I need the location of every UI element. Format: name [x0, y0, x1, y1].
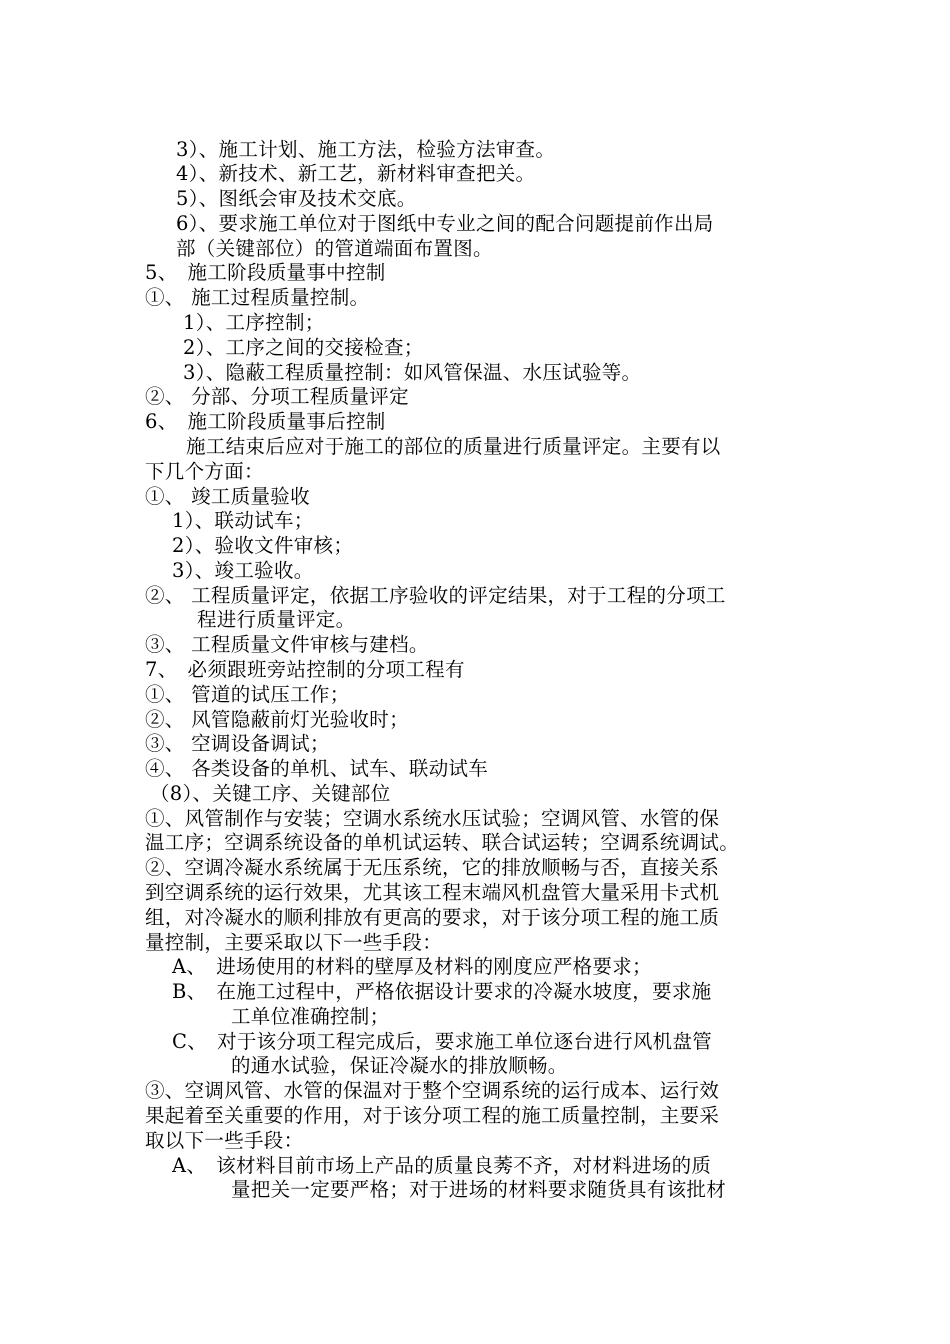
text-line: B、 在施工过程中，严格依据设计要求的冷凝水坡度，要求施 [172, 980, 712, 1003]
text-line: 5）、图纸会审及技术交底。 [176, 187, 417, 210]
text-line: 6）、要求施工单位对于图纸中专业之间的配合问题提前作出局 [176, 212, 714, 235]
text-line: 1）、联动试车； [172, 509, 314, 532]
text-line: 果起着至关重要的作用，对于该分项工程的施工质量控制，主要采 [145, 1104, 720, 1127]
text-line: C、 对于该分项工程完成后，要求施工单位逐台进行风机盘管 [172, 1030, 713, 1053]
text-line: 4）、新技术、新工艺，新材料审查把关。 [176, 162, 536, 185]
text-line: 3）、施工计划、施工方法，检验方法审查。 [176, 138, 556, 161]
text-line: 部（关键部位）的管道端面布置图。 [176, 237, 493, 260]
text-line: 温工序；空调系统设备的单机试运转、联合试运转；空调系统调试。 [145, 831, 740, 854]
text-line: 2）、工序之间的交接检查； [183, 336, 424, 359]
text-line: ①、 施工过程质量控制。 [145, 286, 370, 309]
text-line: ③、 工程质量文件审核与建档。 [145, 633, 429, 656]
text-line: 3）、竣工验收。 [172, 559, 314, 582]
section-heading: 5、 施工阶段质量事中控制 [145, 261, 386, 284]
text-line: 程进行质量评定。 [197, 608, 356, 631]
section-heading: 6、 施工阶段质量事后控制 [145, 410, 386, 433]
text-line: 工单位准确控制； [231, 1005, 390, 1028]
text-line: 的通水试验，保证冷凝水的排放顺畅。 [231, 1054, 568, 1077]
text-line: A、 该材料目前市场上产品的质量良莠不齐，对材料进场的质 [172, 1154, 712, 1177]
text-line: ④、 各类设备的单机、试车、联动试车 [145, 757, 489, 780]
text-line: 量控制，主要采取以下一些手段： [145, 931, 443, 954]
section-heading: 7、 必须跟班旁站控制的分项工程有 [145, 658, 465, 681]
text-line: 1）、工序控制； [183, 311, 325, 334]
text-line: ③、空调风管、水管的保温对于整个空调系统的运行成本、运行效 [145, 1079, 720, 1102]
text-line: 取以下一些手段： [145, 1129, 304, 1152]
text-line: 2）、验收文件审核； [172, 534, 354, 557]
text-line: ②、 分部、分项工程质量评定 [145, 385, 409, 408]
text-line: ①、 管道的试压工作； [145, 683, 350, 706]
text-line: 量把关一定要严格；对于进场的材料要求随货具有该批材 [231, 1178, 727, 1201]
text-line: 下几个方面： [145, 460, 264, 483]
text-line: 3）、隐蔽工程质量控制：如风管保温、水压试验等。 [183, 361, 642, 384]
text-line: 到空调系统的运行效果，尤其该工程末端风机盘管大量采用卡式机 [145, 881, 720, 904]
section-heading: （8）、关键工序、关键部位 [150, 782, 391, 805]
text-line: ②、空调冷凝水系统属于无压系统，它的排放顺畅与否，直接关系 [145, 856, 720, 879]
text-line: ②、 风管隐蔽前灯光验收时； [145, 708, 409, 731]
text-line: A、 进场使用的材料的壁厚及材料的刚度应严格要求； [172, 955, 652, 978]
text-line: 组，对冷凝水的顺利排放有更高的要求，对于该分项工程的施工质 [145, 906, 720, 929]
text-line: ③、 空调设备调试； [145, 732, 330, 755]
text-line: ①、 竣工质量验收 [145, 485, 310, 508]
text-line: ①、风管制作与安装；空调水系统水压试验；空调风管、水管的保 [145, 807, 720, 830]
text-line: ②、 工程质量评定，依据工序验收的评定结果，对于工程的分项工 [145, 584, 726, 607]
text-line: 施工结束后应对于施工的部位的质量进行质量评定。主要有以 [186, 435, 721, 458]
